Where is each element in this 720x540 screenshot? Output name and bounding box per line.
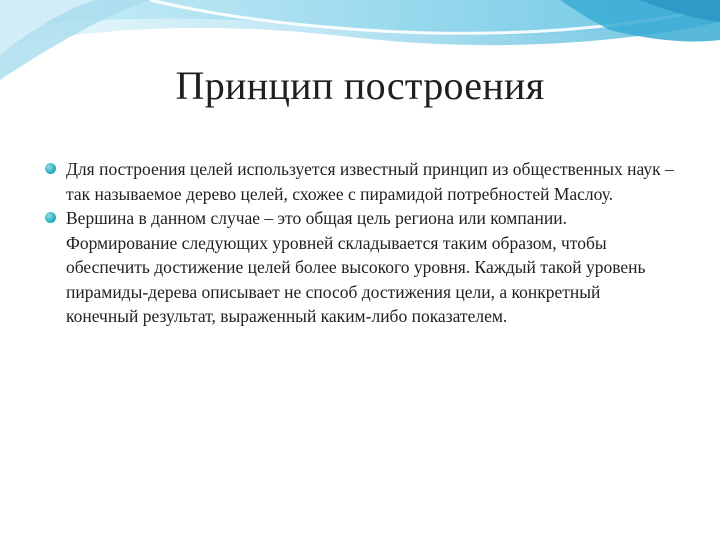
slide-title: Принцип построения	[175, 63, 545, 108]
bullet-dot-icon	[45, 163, 56, 174]
bullet-list	[44, 157, 674, 329]
bullet-item	[44, 157, 674, 206]
bullet-text: Для построения целей используется известный принцип из общественных наук – так называемое дерево целей, схожее с пирамидой потребностей Маслоу.	[66, 159, 674, 204]
bullet-text: Вершина в данном случае – это общая цель региона или компании. Формирование следующих уровней складывается таким образом, чтобы обеспечить достижение целей более высокого уровня. Каждый такой уровень пирамиды-дерева описывает не способ достижения цели, а конкретный конечный результат, выраженный каким-либо показателем.	[66, 208, 646, 326]
bullet-item	[44, 206, 674, 329]
bullet-dot-icon	[45, 212, 56, 223]
